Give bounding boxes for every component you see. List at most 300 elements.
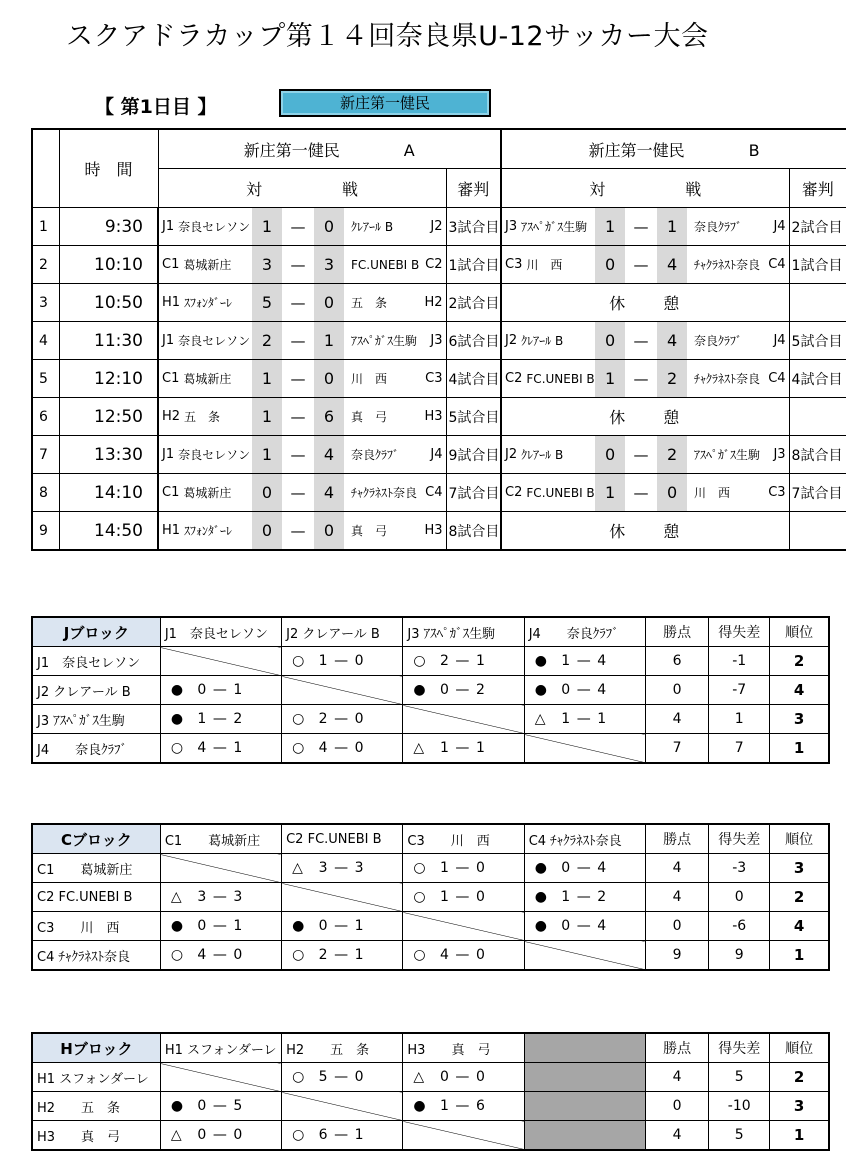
self-match-cell (403, 705, 524, 734)
result-cell (282, 647, 403, 676)
home-team-name: 葛城新庄 (183, 372, 232, 386)
home-team-name: 奈良セレソン (178, 448, 251, 462)
away-team-name: 奈良ｸﾗﾌﾞ (351, 448, 400, 462)
result-goals-for: 2 (318, 711, 328, 727)
block-row (32, 1092, 829, 1121)
result-mark: ● (534, 682, 547, 698)
result-mark: ● (413, 1098, 426, 1114)
away-team-name: 真 弓 (351, 524, 388, 538)
score-dash: — (282, 512, 314, 551)
points-value: 4 (646, 854, 709, 883)
match-number: 2 (32, 246, 59, 284)
score-dash: — (625, 208, 657, 246)
block-row (32, 941, 829, 971)
header-ref-b: 審判 (789, 169, 846, 208)
home-team (158, 360, 252, 398)
result-cell (403, 734, 524, 764)
result-cell (524, 854, 645, 883)
match-number: 8 (32, 474, 59, 512)
match-time: 12:10 (59, 360, 158, 398)
result-mark: △ (292, 860, 303, 876)
result-goals-against: 1 (475, 653, 485, 669)
result-mark: ○ (413, 860, 426, 876)
block-column-team: J3 ｱｽﾍﾟｶﾞｽ生駒 (403, 617, 524, 647)
result-dash: — (455, 860, 470, 876)
result-goals-for: 1 (561, 711, 571, 727)
match-time: 12:50 (59, 398, 158, 436)
home-team-name: 奈良セレソン (178, 220, 251, 234)
referee-assignment: 9試合目 (446, 436, 501, 474)
block-column-team: H2 五 条 (282, 1033, 403, 1063)
referee-assignment: 2試合目 (789, 208, 846, 246)
away-score: 3 (314, 246, 344, 284)
away-team (687, 360, 789, 398)
result-goals-against: 2 (597, 889, 607, 905)
block-row (32, 883, 829, 912)
points-value: 0 (646, 1092, 709, 1121)
result-goals-for: 1 (561, 653, 571, 669)
score-dash: — (625, 436, 657, 474)
result-cell (282, 941, 403, 971)
venue-box: 新庄第一健民 (279, 89, 491, 117)
result-goals-for: 2 (439, 653, 449, 669)
block-row-team: J1 奈良セレソン (32, 647, 160, 676)
points-value: 4 (646, 1063, 709, 1092)
result-goals-for: 1 (561, 889, 571, 905)
c-block-table (31, 823, 830, 971)
rank-value: 3 (770, 1092, 829, 1121)
home-team (158, 246, 252, 284)
result-dash: — (576, 889, 591, 905)
schedule-row (32, 284, 846, 322)
away-team (687, 208, 789, 246)
away-team-name: ｱｽﾍﾟｶﾞｽ生駒 (694, 448, 761, 462)
points-value: 6 (646, 647, 709, 676)
self-match-cell (160, 647, 281, 676)
away-team (344, 284, 446, 322)
result-goals-for: 0 (197, 682, 207, 698)
result-mark: ○ (170, 947, 184, 963)
result-mark: △ (170, 889, 182, 905)
result-mark: △ (413, 1069, 425, 1085)
score-dash: — (625, 246, 657, 284)
result-cell (282, 1063, 403, 1092)
result-cell (282, 912, 403, 941)
home-team-code: C2 (505, 371, 523, 386)
result-goals-against: 5 (233, 1098, 243, 1114)
referee-assignment: 1試合目 (446, 246, 501, 284)
self-match-cell (403, 912, 524, 941)
diff-value: 9 (709, 941, 770, 971)
home-score: 1 (595, 208, 625, 246)
away-team (344, 512, 446, 551)
rank-value: 4 (770, 912, 829, 941)
result-mark: △ (413, 740, 425, 756)
home-team (158, 284, 252, 322)
away-team (344, 436, 446, 474)
away-score: 6 (314, 398, 344, 436)
result-mark: ○ (413, 947, 426, 963)
result-goals-against: 1 (233, 918, 243, 934)
home-team-code: J1 (162, 333, 175, 348)
home-team-code: J1 (162, 219, 175, 234)
empty-ref (789, 398, 846, 436)
away-team-code: H3 (424, 409, 443, 424)
result-cell (403, 676, 524, 705)
block-row-team: H3 真 弓 (32, 1121, 160, 1151)
block-column-team: J1 奈良セレソン (160, 617, 281, 647)
referee-assignment: 5試合目 (789, 322, 846, 360)
match-time: 13:30 (59, 436, 158, 474)
result-cell (524, 705, 645, 734)
result-goals-against: 0 (475, 1069, 485, 1085)
result-mark: ○ (292, 740, 305, 756)
block-column-team: J2 クレアール B (282, 617, 403, 647)
result-mark: ● (170, 711, 184, 727)
result-goals-against: 0 (354, 711, 364, 727)
referee-assignment: 2試合目 (446, 284, 501, 322)
result-dash: — (334, 740, 349, 756)
referee-assignment: 1試合目 (789, 246, 846, 284)
result-dash: — (212, 918, 227, 934)
home-team-code: J1 (162, 447, 175, 462)
rest-cell: 休 憩 (501, 512, 789, 551)
diff-value: -3 (709, 854, 770, 883)
away-team (344, 398, 446, 436)
result-goals-against: 0 (475, 860, 485, 876)
block-row-team: J4 奈良ｸﾗﾌﾞ (32, 734, 160, 764)
result-mark: ○ (413, 653, 426, 669)
result-cell (403, 1063, 524, 1092)
result-goals-against: 0 (475, 947, 485, 963)
unused-cell (524, 1092, 645, 1121)
result-goals-against: 4 (597, 682, 607, 698)
home-team-code: C2 (505, 485, 523, 500)
score-dash: — (282, 360, 314, 398)
schedule-row (32, 512, 846, 551)
header-time: 時 間 (59, 129, 158, 208)
result-cell (160, 912, 281, 941)
home-score: 1 (595, 360, 625, 398)
result-dash: — (334, 1069, 349, 1085)
result-goals-for: 1 (318, 653, 328, 669)
referee-assignment: 8試合目 (789, 436, 846, 474)
points-value: 4 (646, 705, 709, 734)
unused-cell (524, 1063, 645, 1092)
home-team-name: 葛城新庄 (183, 258, 232, 272)
block-header-row (32, 1033, 829, 1063)
home-team-name: ｸﾚｱｰﾙ B (521, 334, 564, 348)
page-title: スクアドラカップ第１４回奈良県U-12サッカー大会 (66, 21, 709, 52)
result-goals-for: 0 (439, 1069, 449, 1085)
result-cell (403, 854, 524, 883)
result-cell (403, 941, 524, 971)
home-score: 0 (252, 512, 282, 551)
result-dash: — (576, 860, 591, 876)
result-goals-against: 0 (354, 653, 364, 669)
diff-value: 5 (709, 1063, 770, 1092)
match-time: 14:50 (59, 512, 158, 551)
result-goals-against: 2 (475, 682, 485, 698)
result-mark: ● (534, 653, 547, 669)
result-mark: ● (534, 889, 547, 905)
diff-header: 得失差 (709, 1033, 770, 1063)
away-team (344, 360, 446, 398)
points-header: 勝点 (646, 617, 709, 647)
result-mark: ● (170, 1098, 184, 1114)
result-mark: ● (170, 918, 184, 934)
result-goals-for: 0 (197, 1127, 207, 1143)
result-goals-for: 0 (197, 1098, 207, 1114)
home-team-code: C1 (162, 485, 180, 500)
block-row-team: C4 ﾁｬｸﾗﾈｽﾄ奈良 (32, 941, 160, 971)
home-team-code: C1 (162, 257, 180, 272)
result-mark: △ (170, 1127, 182, 1143)
block-row (32, 676, 829, 705)
result-cell (160, 1121, 281, 1151)
result-dash: — (212, 740, 227, 756)
home-team-name: 奈良セレソン (178, 334, 251, 348)
away-score: 1 (657, 208, 687, 246)
schedule-row (32, 246, 846, 284)
block-row (32, 734, 829, 764)
away-team (344, 322, 446, 360)
home-score: 0 (595, 436, 625, 474)
away-team-code: C3 (425, 371, 443, 386)
points-value: 4 (646, 1121, 709, 1151)
block-column-team: C4 ﾁｬｸﾗﾈｽﾄ奈良 (524, 824, 645, 854)
home-team-code: C1 (162, 371, 180, 386)
result-dash: — (576, 682, 591, 698)
home-team (501, 474, 595, 512)
result-mark: ○ (292, 653, 305, 669)
block-row-team: J2 クレアール B (32, 676, 160, 705)
match-number: 3 (32, 284, 59, 322)
away-score: 0 (314, 512, 344, 551)
home-team-code: H1 (162, 295, 181, 310)
points-value: 4 (646, 883, 709, 912)
home-team-name: FC.UNEBI B (526, 485, 595, 500)
block-row-team: C1 葛城新庄 (32, 854, 160, 883)
match-number: 1 (32, 208, 59, 246)
header-court-a: 新庄第一健民 A (158, 129, 501, 169)
result-dash: — (212, 947, 227, 963)
result-dash: — (334, 918, 349, 934)
result-goals-against: 4 (597, 860, 607, 876)
rank-value: 2 (770, 883, 829, 912)
block-row-team: C3 川 西 (32, 912, 160, 941)
match-number: 7 (32, 436, 59, 474)
away-score: 4 (314, 436, 344, 474)
diff-header: 得失差 (709, 617, 770, 647)
block-column-team: C3 川 西 (403, 824, 524, 854)
result-dash: — (212, 1127, 227, 1143)
match-time: 10:50 (59, 284, 158, 322)
away-team-name: ﾁｬｸﾗﾈｽﾄ奈良 (351, 486, 418, 500)
result-mark: ● (534, 860, 547, 876)
result-dash: — (455, 682, 470, 698)
self-match-cell (524, 941, 645, 971)
diff-value: 7 (709, 734, 770, 764)
result-goals-for: 0 (197, 918, 207, 934)
home-team-code: J2 (505, 447, 518, 462)
rank-header: 順位 (770, 1033, 829, 1063)
empty-ref (789, 284, 846, 322)
block-row (32, 1063, 829, 1092)
points-header: 勝点 (646, 824, 709, 854)
referee-assignment: 4試合目 (789, 360, 846, 398)
away-team (344, 208, 446, 246)
result-goals-for: 0 (561, 682, 571, 698)
schedule-row (32, 322, 846, 360)
result-dash: — (576, 711, 591, 727)
result-cell (282, 734, 403, 764)
block-row (32, 854, 829, 883)
away-team-name: 川 西 (351, 372, 388, 386)
away-score: 4 (657, 322, 687, 360)
away-team-code: J3 (773, 447, 786, 462)
away-team-code: J4 (773, 219, 786, 234)
match-time: 14:10 (59, 474, 158, 512)
score-dash: — (625, 474, 657, 512)
block-row (32, 647, 829, 676)
result-dash: — (455, 889, 470, 905)
schedule-row (32, 398, 846, 436)
header-no (32, 129, 59, 208)
away-team-code: C4 (768, 257, 786, 272)
result-cell (282, 705, 403, 734)
result-goals-against: 0 (475, 889, 485, 905)
home-score: 1 (595, 474, 625, 512)
score-dash: — (282, 208, 314, 246)
result-cell (524, 912, 645, 941)
diff-value: -7 (709, 676, 770, 705)
result-mark: ○ (292, 1069, 305, 1085)
result-mark: ○ (292, 711, 305, 727)
result-goals-against: 0 (233, 947, 243, 963)
away-team (344, 246, 446, 284)
diff-value: 0 (709, 883, 770, 912)
score-dash: — (625, 360, 657, 398)
block-title: Cブロック (32, 824, 160, 854)
away-team-name: 奈良ｸﾗﾌﾞ (694, 220, 743, 234)
result-cell (160, 883, 281, 912)
block-row-team: H2 五 条 (32, 1092, 160, 1121)
away-team-name: FC.UNEBI B (351, 257, 420, 272)
away-team-code: C2 (425, 257, 443, 272)
result-dash: — (576, 918, 591, 934)
home-team (501, 322, 595, 360)
result-goals-for: 1 (439, 1098, 449, 1114)
home-team-code: H1 (162, 523, 181, 538)
rank-value: 2 (770, 647, 829, 676)
self-match-cell (524, 734, 645, 764)
home-score: 2 (252, 322, 282, 360)
result-goals-against: 1 (354, 947, 364, 963)
home-team-name: ｽﾌｫﾝﾀﾞｰﾚ (184, 524, 233, 538)
referee-assignment: 6試合目 (446, 322, 501, 360)
away-team-name: ｱｽﾍﾟｶﾞｽ生駒 (351, 334, 418, 348)
result-dash: — (576, 653, 591, 669)
home-team-name: 五 条 (184, 410, 221, 424)
diff-value: -10 (709, 1092, 770, 1121)
j-block-table (31, 616, 830, 764)
result-goals-against: 1 (233, 740, 243, 756)
match-number: 6 (32, 398, 59, 436)
away-team-code: H2 (424, 295, 443, 310)
away-score: 0 (657, 474, 687, 512)
home-score: 0 (595, 246, 625, 284)
home-score: 0 (595, 322, 625, 360)
away-team-name: ﾁｬｸﾗﾈｽﾄ奈良 (694, 258, 761, 272)
schedule-row (32, 436, 846, 474)
points-value: 0 (646, 676, 709, 705)
away-team (687, 436, 789, 474)
away-team (687, 246, 789, 284)
h-block-table (31, 1032, 830, 1151)
rank-value: 3 (770, 705, 829, 734)
block-row (32, 1121, 829, 1151)
result-mark: ● (534, 918, 547, 934)
rest-cell: 休 憩 (501, 398, 789, 436)
away-score: 1 (314, 322, 344, 360)
score-dash: — (282, 436, 314, 474)
away-team-name: ｸﾚｱｰﾙ B (351, 220, 394, 234)
home-score: 1 (252, 436, 282, 474)
self-match-cell (160, 854, 281, 883)
away-score: 0 (314, 284, 344, 322)
away-team-name: 五 条 (351, 296, 388, 310)
block-column-team: H1 スフォンダーレ (160, 1033, 281, 1063)
home-team (501, 360, 595, 398)
result-cell (403, 1092, 524, 1121)
rank-value: 4 (770, 676, 829, 705)
home-score: 5 (252, 284, 282, 322)
result-dash: — (455, 653, 470, 669)
result-mark: ● (170, 682, 184, 698)
home-score: 1 (252, 208, 282, 246)
result-cell (524, 676, 645, 705)
schedule-row (32, 474, 846, 512)
result-goals-for: 1 (439, 889, 449, 905)
result-goals-against: 1 (354, 1127, 364, 1143)
result-mark: ● (292, 918, 305, 934)
away-score: 0 (314, 208, 344, 246)
diff-value: 1 (709, 705, 770, 734)
score-dash: — (282, 398, 314, 436)
result-goals-for: 4 (197, 947, 207, 963)
result-dash: — (212, 711, 227, 727)
result-goals-against: 4 (597, 918, 607, 934)
self-match-cell (282, 1092, 403, 1121)
score-dash: — (282, 246, 314, 284)
match-number: 5 (32, 360, 59, 398)
rank-value: 3 (770, 854, 829, 883)
result-dash: — (212, 1098, 227, 1114)
home-team-code: J2 (505, 333, 518, 348)
home-team (158, 512, 252, 551)
result-mark: ● (413, 682, 426, 698)
points-header: 勝点 (646, 1033, 709, 1063)
result-goals-against: 6 (475, 1098, 485, 1114)
away-team-code: C4 (768, 371, 786, 386)
result-cell (282, 854, 403, 883)
header-match-a: 対 戦 (158, 169, 446, 208)
referee-assignment: 7試合目 (789, 474, 846, 512)
result-cell (282, 1121, 403, 1151)
result-cell (524, 647, 645, 676)
result-goals-for: 0 (318, 918, 328, 934)
